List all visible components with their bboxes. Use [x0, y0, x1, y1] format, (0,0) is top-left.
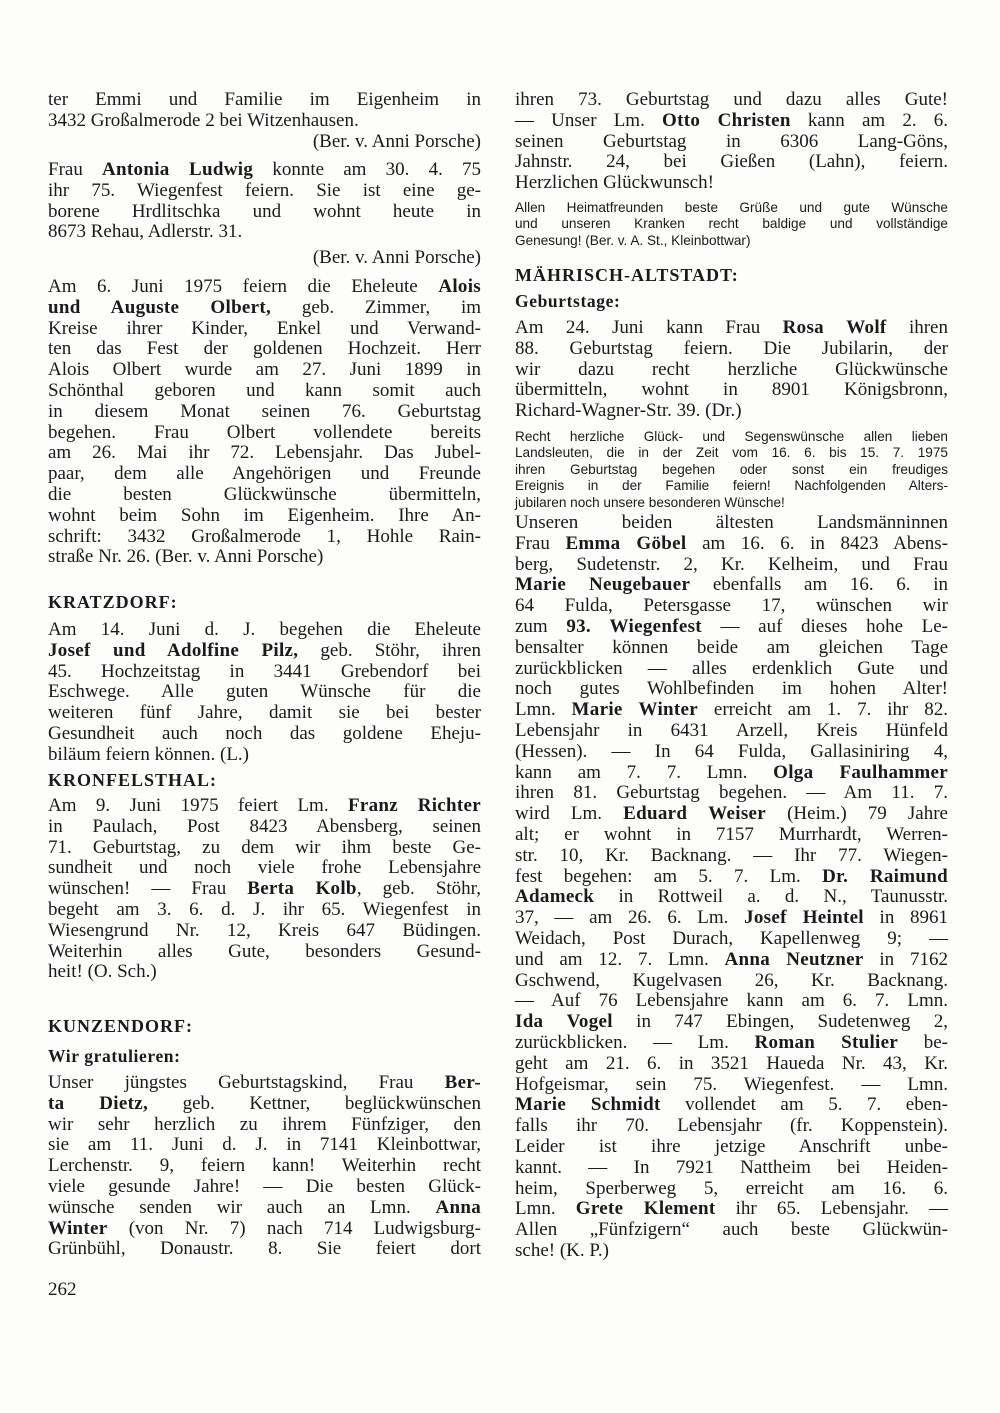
text-line: str. 10, Kr. Backnang. — Ihr 77. Wiegen-: [515, 844, 948, 866]
bold-name: Anna: [435, 1196, 481, 1218]
bold-name: Marie Neugebauer: [515, 574, 691, 596]
text-line: Unseren beiden ältesten Landsmänninnen: [515, 512, 948, 533]
text-line: ihren 81. Geburtstag begehen. — Am 11. 7.: [515, 782, 948, 804]
text-line: noch gutes Wohlbefinden im hohen Alter!: [515, 678, 948, 700]
text-line: falls ihr 70. Lebensjahr (fr. Koppenstein).: [515, 1115, 948, 1137]
text-line: begeht am 3. 6. d. J. ihr 65. Wiegenfest in: [48, 898, 481, 920]
text-line: sche! (K. P.): [515, 1239, 609, 1261]
bold-name: Rosa Wolf: [782, 317, 887, 338]
text-line: biläum feiern können. (L.): [48, 743, 250, 765]
text-line: ta Dietz, geb. Kettner, beglückwünschen: [48, 1092, 481, 1114]
text-line: 71. Geburtstag, zu dem wir ihm beste Ge-: [48, 836, 481, 858]
bold-name: ta Dietz,: [48, 1092, 149, 1114]
text-line: Genesung! (Ber. v. A. St., Kleinbottwar): [515, 232, 751, 248]
bold-name: Marie Schmidt: [515, 1094, 661, 1116]
text-line: — Unser Lm. Otto Christen kann am 2. 6.: [515, 109, 948, 131]
text-line: Landsleuten, die in der Zeit vom 16. 6. bis 15. 7. 1975: [515, 445, 948, 461]
text-line: weiteren fünf Jahre, damit sie bei bester: [48, 702, 481, 724]
subheading: [48, 1046, 481, 1067]
text-line: viele gesunde Jahre! — Die besten Glück-: [48, 1175, 481, 1197]
source-credit: [48, 132, 481, 153]
text-line: heit! (O. Sch.): [48, 961, 157, 983]
text-line: Lmn. Grete Klement ihr 65. Lebensjahr. —: [515, 1198, 948, 1220]
text-line: Unser jüngstes Geburtstagskind, Frau Ber-: [48, 1072, 481, 1093]
text-line: und unseren Kranken recht baldige und vollständige: [515, 216, 948, 232]
text-line: alt; er wohnt in 7157 Murrhardt, Werren-: [515, 823, 948, 845]
text-line: wir sehr herzlich zu ihrem Fünfziger, den: [48, 1113, 481, 1135]
text-line: ihren 73. Geburtstag und dazu alles Gute!: [515, 89, 948, 110]
subheading: [515, 291, 948, 312]
text-line: Allen Heimatfreunden beste Grüße und gute Wünsche: [515, 200, 948, 215]
text-line: kann am 7. 7. Lmn. Olga Faulhammer: [515, 761, 948, 783]
text-line: geht am 21. 6. in 3521 Haueda Nr. 43, Kr.: [515, 1052, 948, 1074]
bold-name: und Auguste Olbert,: [48, 296, 272, 318]
text-line: Hofgeismar, sein 75. Wiegenfest. — Lmn.: [515, 1073, 948, 1095]
text-line: Josef und Adolfine Pilz, geb. Stöhr, ihren: [48, 639, 482, 661]
text-line: KUNZENDORF:: [48, 1016, 193, 1036]
text-line: MÄHRISCH-ALTSTADT:: [515, 265, 739, 285]
text-line: Wiesengrund Nr. 12, Kreis 647 Büdingen.: [48, 919, 481, 941]
bold-name: Alois: [438, 276, 481, 297]
text-line: Lebensjahr in 6431 Arzell, Kreis Hünfeld: [515, 719, 948, 741]
text-line: Frau Emma Göbel am 16. 6. in 8423 Abens-: [515, 532, 949, 554]
paragraph: [48, 1073, 481, 1260]
text-line: wünsche senden wir auch an Lmn. Anna: [48, 1196, 481, 1218]
text-line: ten das Fest der goldenen Hochzeit. Herr: [48, 338, 481, 360]
text-line: fest begehen: am 5. 7. Lm. Dr. Raimund: [515, 865, 948, 887]
text-line: zurückblicken. — Lm. Roman Stulier be-: [515, 1031, 948, 1053]
text-line: KRATZDORF:: [48, 592, 178, 612]
bold-name: Olga Faulhammer: [773, 761, 948, 783]
text-line: (Ber. v. Anni Porsche): [312, 247, 481, 268]
text-line: Weiterhin alles Gute, besonders Gesund-: [48, 940, 481, 962]
text-line: Geburtstage:: [515, 291, 621, 311]
text-line: Winter (von Nr. 7) nach 714 Ludwigsburg-: [48, 1217, 481, 1239]
text-line: ter Emmi und Familie im Eigenheim in: [48, 89, 481, 110]
text-line: Gschwend, Kugelvasen 26, Kr. Backnang.: [515, 969, 948, 991]
bold-name: Winter: [48, 1217, 108, 1239]
text-line: wünschen! — Frau Berta Kolb, geb. Stöhr,: [48, 878, 481, 900]
text-line: und Auguste Olbert, geb. Zimmer, im: [48, 296, 482, 318]
text-line: borene Hrdlitschka und wohnt heute in: [48, 200, 481, 222]
text-line: Alois Olbert wurde am 27. Juni 1899 in: [48, 359, 481, 381]
text-line: in diesem Monat seinen 76. Geburtstag: [48, 400, 481, 422]
small-print-note: [515, 429, 948, 511]
text-line: Eschwege. Alle guten Wünsche für die: [48, 681, 481, 703]
bold-name: Marie Winter: [571, 699, 698, 721]
bold-name: Grete Klement: [575, 1198, 716, 1220]
bold-name: Emma Göbel: [565, 532, 687, 554]
text-line: wir dazu recht herzliche Glückwünsche: [515, 358, 948, 380]
text-line: am 26. Mai ihr 72. Lebensjahr. Das Jubel-: [48, 442, 481, 464]
text-line: jubilaren noch unsere besonderen Wünsche!: [515, 494, 785, 510]
paragraph: [48, 277, 481, 568]
text-line: Gesundheit auch noch das goldene Eheju-: [48, 722, 481, 744]
text-line: heim, Sperberweg 5, erreicht am 16. 6.: [515, 1177, 948, 1199]
text-line: 3432 Großalmerode 2 bei Witzenhausen.: [48, 109, 359, 131]
text-line: 45. Hochzeitstag in 3441 Grebendorf bei: [48, 660, 481, 682]
text-line: Am 24. Juni kann Frau Rosa Wolf ihren: [515, 317, 948, 338]
text-line: ihren Geburtstag begehen oder sonst ein freudiges: [515, 461, 948, 477]
bold-name: Josef und Adolfine Pilz,: [48, 639, 299, 661]
small-print-note: [515, 200, 948, 249]
text-line: wird Lm. Eduard Weiser (Heim.) 79 Jahre: [515, 803, 948, 825]
text-line: Leider ist ihre jetzige Anschrift unbe-: [515, 1135, 948, 1157]
text-line: Lerchenstr. 9, feiern kann! Weiterhin recht: [48, 1155, 481, 1177]
bold-name: Berta Kolb: [247, 878, 357, 900]
paragraph: [515, 513, 948, 1262]
text-line: Schönthal geboren und kann somit auch: [48, 379, 481, 401]
text-line: Weidach, Post Durach, Kapellenweg 9; —: [515, 927, 948, 949]
text-line: bensalter können beide am gleichen Tage: [515, 636, 948, 658]
page-number: 262: [48, 1279, 77, 1300]
text-line: ihr 75. Wiegenfest feiern. Sie ist eine ge-: [48, 179, 481, 201]
bold-name: Roman Stulier: [754, 1031, 899, 1053]
text-line: paar, dem alle Angehörigen und Freunde: [48, 463, 481, 485]
text-line: Kreise ihrer Kinder, Enkel und Verwand-: [48, 317, 481, 339]
text-line: 37, — am 26. 6. Lm. Josef Heintel in 8961: [515, 907, 948, 929]
section-heading-kunzendorf: [48, 1016, 481, 1037]
text-line: — Auf 76 Lebensjahre kann am 6. 7. Lmn.: [515, 990, 948, 1012]
text-line: schrift: 3432 Großalmerode 1, Hohle Rain-: [48, 525, 481, 547]
text-line: Frau Antonia Ludwig konnte am 30. 4. 75: [48, 159, 481, 180]
text-line: sundheit und noch viele frohe Lebensjahre: [48, 857, 481, 879]
bold-name: Ber-: [444, 1072, 481, 1093]
text-line: Am 6. Juni 1975 feiern die Eheleute Alois: [48, 276, 481, 297]
text-line: 88. Geburtstag feiern. Die Jubilarin, der: [515, 337, 948, 359]
text-line: Marie Neugebauer ebenfalls am 16. 6. in: [515, 574, 948, 596]
text-line: Jahnstr. 24, bei Gießen (Lahn), feiern.: [515, 151, 948, 173]
text-line: Wir gratulieren:: [48, 1046, 181, 1066]
paragraph: [48, 796, 481, 983]
paragraph: [48, 620, 481, 766]
bold-name: Josef Heintel: [744, 907, 864, 929]
text-line: Herzlichen Glückwunsch!: [515, 172, 714, 194]
text-line: die besten Glückwünsche übermitteln,: [48, 483, 481, 505]
bold-name: Dr. Raimund: [822, 865, 948, 887]
text-line: seinen Geburtstag in 6306 Lang-Göns,: [515, 130, 948, 152]
text-line: Am 14. Juni d. J. begehen die Eheleute: [48, 619, 481, 640]
text-line: sie am 11. Juni d. J. in 7141 Kleinbottwar,: [48, 1134, 481, 1156]
text-line: kannt. — In 7921 Nattheim bei Heiden-: [515, 1156, 948, 1178]
text-line: Richard-Wagner-Str. 39. (Dr.): [515, 400, 742, 422]
text-line: wohnt beim Sohn im Eigenheim. Ihre An-: [48, 504, 481, 526]
bold-name: Ida Vogel: [515, 1011, 613, 1033]
text-line: Lmn. Marie Winter erreicht am 1. 7. ihr 82.: [515, 699, 948, 721]
section-heading-kratzdorf: [48, 592, 481, 613]
bold-name: Anna Neutzner: [724, 948, 864, 970]
paragraph: [515, 90, 948, 194]
paragraph: [515, 318, 948, 422]
bold-name: 93. Wiegenfest: [566, 615, 702, 637]
section-heading-maehrisch-altstadt: [515, 265, 948, 286]
text-line: Grünbühl, Donaustr. 8. Sie feiert dort: [48, 1238, 481, 1260]
text-line: berg, Sudetenstr. 2, Kr. Kelheim, und Frau: [515, 553, 948, 575]
text-line: zurückblicken — alles erdenklich Gute und: [515, 657, 948, 679]
text-line: Recht herzliche Glück- und Segenswünsche allen lieben: [515, 429, 948, 444]
text-line: Allen „Fünfzigern“ auch beste Glückwün-: [515, 1219, 948, 1241]
paragraph: [48, 160, 481, 243]
text-line: übermitteln, wohnt in 8901 Königsbronn,: [515, 379, 948, 401]
source-credit: [48, 248, 481, 269]
text-line: in Paulach, Post 8423 Abensberg, seinen: [48, 815, 481, 837]
text-line: (Ber. v. Anni Porsche): [312, 131, 481, 152]
text-line: Marie Schmidt vollendet am 5. 7. eben-: [515, 1094, 949, 1116]
text-line: (Hessen). — In 64 Fulda, Gallasiniring 4,: [515, 740, 948, 762]
bold-name: Eduard Weiser: [623, 803, 767, 825]
paragraph: [48, 90, 481, 132]
text-line: straße Nr. 26. (Ber. v. Anni Porsche): [48, 546, 324, 568]
text-line: Am 9. Juni 1975 feiert Lm. Franz Richter: [48, 795, 481, 816]
text-line: und am 12. 7. Lmn. Anna Neutzner in 7162: [515, 948, 948, 970]
text-line: 8673 Rehau, Adlerstr. 31.: [48, 221, 243, 243]
text-line: Adameck in Rottweil a. d. N., Taunusstr.: [515, 886, 948, 908]
text-line: KRONFELSTHAL:: [48, 770, 218, 790]
text-line: Ereignis in der Familie feiern! Nachfolgenden Alters-: [515, 478, 948, 494]
text-line: begehen. Frau Olbert vollendete bereits: [48, 421, 481, 443]
bold-name: Franz Richter: [347, 795, 481, 816]
bold-name: Antonia Ludwig: [102, 159, 254, 180]
text-line: zum 93. Wiegenfest — auf dieses hohe Le-: [515, 615, 948, 637]
section-heading-kronfelsthal: [48, 770, 481, 791]
bold-name: Adameck: [515, 886, 595, 908]
bold-name: Otto Christen: [662, 109, 791, 131]
text-line: Ida Vogel in 747 Ebingen, Sudetenweg 2,: [515, 1011, 948, 1033]
text-line: 64 Fulda, Petersgasse 17, wünschen wir: [515, 595, 948, 617]
